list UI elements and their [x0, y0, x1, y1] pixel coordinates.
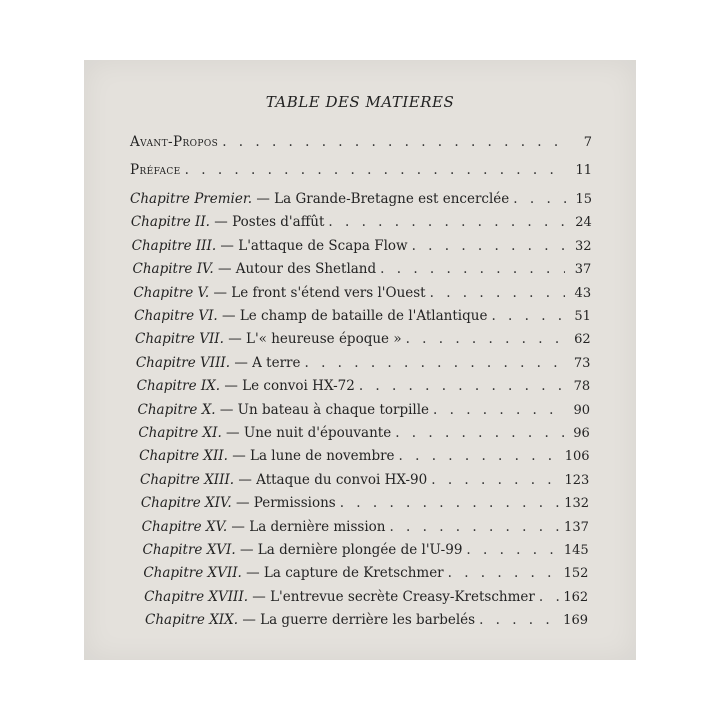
- chapter-number: Chapitre III.: [131, 237, 217, 254]
- toc-entry-label: [142, 519, 386, 535]
- toc-entry-chapter: [138, 402, 591, 420]
- toc-entry-chapter: [142, 519, 589, 537]
- chapter-number: Chapitre XIX.: [145, 612, 239, 629]
- toc-entry-chapter: [139, 448, 589, 466]
- dot-leader: [513, 191, 566, 207]
- toc-entry-chapter: [143, 542, 589, 560]
- toc-page-number: 7: [583, 135, 592, 150]
- toc-entry-label: [141, 495, 336, 511]
- toc-entry-preface: [130, 162, 592, 180]
- chapter-number: Chapitre VII.: [135, 331, 224, 348]
- toc-entry-label: [133, 285, 425, 301]
- chapter-title: — Un bateau à chaque torpille: [215, 401, 430, 418]
- chapter-number: Chapitre XVIII.: [144, 588, 248, 605]
- dot-leader: [399, 448, 561, 464]
- dot-leader: [222, 134, 566, 150]
- chapter-number: Chapitre IX.: [136, 378, 221, 395]
- toc-entry-chapter: [131, 214, 592, 232]
- toc-entry-chapter: [133, 261, 592, 279]
- chapter-number: Chapitre XIV.: [140, 495, 232, 512]
- toc-page-number: 78: [573, 379, 591, 395]
- toc-page-number: 152: [563, 566, 589, 582]
- dot-leader: [328, 214, 565, 230]
- chapter-title: — L'entrevue secrète Creasy-Kretschmer: [248, 588, 535, 605]
- toc-entry-chapter: [137, 378, 591, 396]
- toc-entry-label: [131, 214, 325, 230]
- toc-page-number: 51: [574, 309, 591, 324]
- chapter-title: — A terre: [230, 354, 301, 371]
- chapter-title: — Postes d'affût: [209, 214, 325, 231]
- toc-entry-chapter: [143, 565, 588, 583]
- toc-page-number: 145: [563, 543, 589, 558]
- dot-leader: [406, 331, 565, 347]
- toc-entry-label: [144, 589, 535, 605]
- chapter-title: — Autour des Shetland: [213, 261, 377, 278]
- chapter-number: Chapitre XV.: [141, 518, 228, 535]
- toc-entry-label: [136, 355, 301, 371]
- chapter-number: Chapitre VIII.: [135, 354, 231, 371]
- toc-entry-label: [137, 378, 355, 394]
- dot-leader: [359, 378, 564, 394]
- toc-entry-avant-propos: [130, 134, 592, 152]
- toc-entry-chapter: [140, 472, 589, 490]
- chapter-title: — Le convoi HX-72: [220, 378, 355, 395]
- chapter-number: Chapitre XII.: [139, 448, 228, 465]
- toc-entry-chapter: [130, 191, 592, 209]
- toc-entry-label: [132, 238, 408, 254]
- dot-leader: [185, 162, 566, 178]
- chapter-title: — La Grande-Bretagne est encerclée: [252, 191, 510, 207]
- chapter-number: Chapitre IV.: [132, 261, 214, 278]
- chapter-number: Chapitre XVII.: [143, 565, 242, 582]
- toc-entry-label: [145, 612, 475, 628]
- chapter-title: — La capture de Kretschmer: [241, 565, 444, 582]
- toc-entry-label: Préface: [130, 162, 181, 178]
- dot-leader: [448, 565, 560, 581]
- chapter-title: — L'« heureuse époque »: [223, 331, 402, 348]
- dot-leader: [395, 425, 564, 441]
- chapter-title: — Le champ de bataille de l'Atlantique: [217, 308, 488, 324]
- chapter-title: — Le front s'étend vers l'Ouest: [209, 284, 426, 301]
- toc-page-number: 90: [573, 402, 590, 418]
- dot-leader: [340, 495, 561, 511]
- dot-leader: [479, 612, 559, 628]
- toc-entry-label: [133, 261, 377, 277]
- chapter-number: Chapitre XVI.: [142, 542, 236, 558]
- toc-entry-label: [138, 402, 430, 418]
- dot-leader: [305, 355, 565, 371]
- toc-entry-chapter: [141, 495, 589, 513]
- toc-entry-chapter: [144, 589, 588, 607]
- toc-entry-label: Avant-Propos: [130, 134, 219, 150]
- chapter-title: — Permissions: [231, 495, 336, 512]
- chapter-number: Chapitre VI.: [134, 308, 218, 324]
- toc-entry-chapter: [134, 308, 591, 326]
- toc-page-number: 132: [564, 496, 590, 512]
- chapter-number: Chapitre V.: [133, 284, 210, 301]
- toc-entry-label: [135, 331, 402, 347]
- toc-entry-chapter: [133, 285, 591, 303]
- dot-leader: [412, 238, 566, 254]
- chapter-number: Chapitre Premier.: [130, 191, 253, 207]
- toc-page-number: 162: [563, 589, 589, 605]
- chapter-number: Chapitre II.: [130, 214, 210, 231]
- toc-entry-chapter: [136, 355, 591, 373]
- chapter-number: Chapitre X.: [137, 401, 216, 418]
- toc-page-number: 43: [574, 285, 592, 301]
- toc-page-number: 62: [574, 332, 591, 348]
- dot-leader: [539, 589, 560, 605]
- toc-entry-label: [143, 542, 463, 558]
- toc-page-number: 37: [574, 262, 592, 278]
- toc-page-number: 15: [575, 192, 592, 207]
- book-page: [84, 60, 636, 660]
- toc-entry-chapter: [138, 425, 589, 443]
- chapter-title: — Attaque du convoi HX-90: [234, 471, 428, 488]
- toc-page-number: 123: [564, 472, 590, 488]
- page-title: TABLE DES MATIERES: [265, 93, 455, 111]
- toc-page-number: 73: [573, 355, 591, 371]
- toc-entry-label: [134, 308, 487, 324]
- chapter-title: — La dernière plongée de l'U-99: [235, 542, 463, 558]
- toc-entry-label: [138, 425, 391, 441]
- toc-entry-chapter: [145, 612, 588, 630]
- dot-leader: [389, 519, 560, 535]
- toc-entry-chapter: [132, 238, 592, 256]
- chapter-title: — La dernière mission: [227, 518, 386, 535]
- toc-entry-label: [139, 448, 394, 464]
- toc-entry-label: [130, 191, 509, 207]
- toc-page-number: 11: [575, 163, 592, 178]
- toc-page-number: 137: [564, 519, 589, 535]
- chapter-title: — L'attaque de Scapa Flow: [216, 237, 408, 254]
- dot-leader: [491, 308, 564, 324]
- toc-page-number: 106: [564, 449, 590, 465]
- chapter-title: — Une nuit d'épouvante: [221, 425, 392, 441]
- chapter-title: — La guerre derrière les barbelés: [238, 612, 476, 629]
- chapter-number: Chapitre XI.: [138, 425, 222, 441]
- toc-entry-chapter: [135, 331, 591, 349]
- toc-page-number: 96: [573, 426, 590, 441]
- toc-entry-label: [140, 472, 427, 488]
- toc-page-number: 169: [563, 613, 588, 629]
- dot-leader: [466, 542, 559, 558]
- dot-leader: [433, 402, 564, 418]
- toc-entry-label: [143, 565, 443, 581]
- toc-page-number: 24: [575, 215, 592, 231]
- dot-leader: [380, 261, 565, 277]
- dot-leader: [430, 285, 565, 301]
- chapter-title: — La lune de novembre: [227, 448, 395, 465]
- dot-leader: [431, 472, 560, 488]
- chapter-number: Chapitre XIII.: [140, 471, 235, 488]
- toc-page-number: 32: [574, 238, 592, 254]
